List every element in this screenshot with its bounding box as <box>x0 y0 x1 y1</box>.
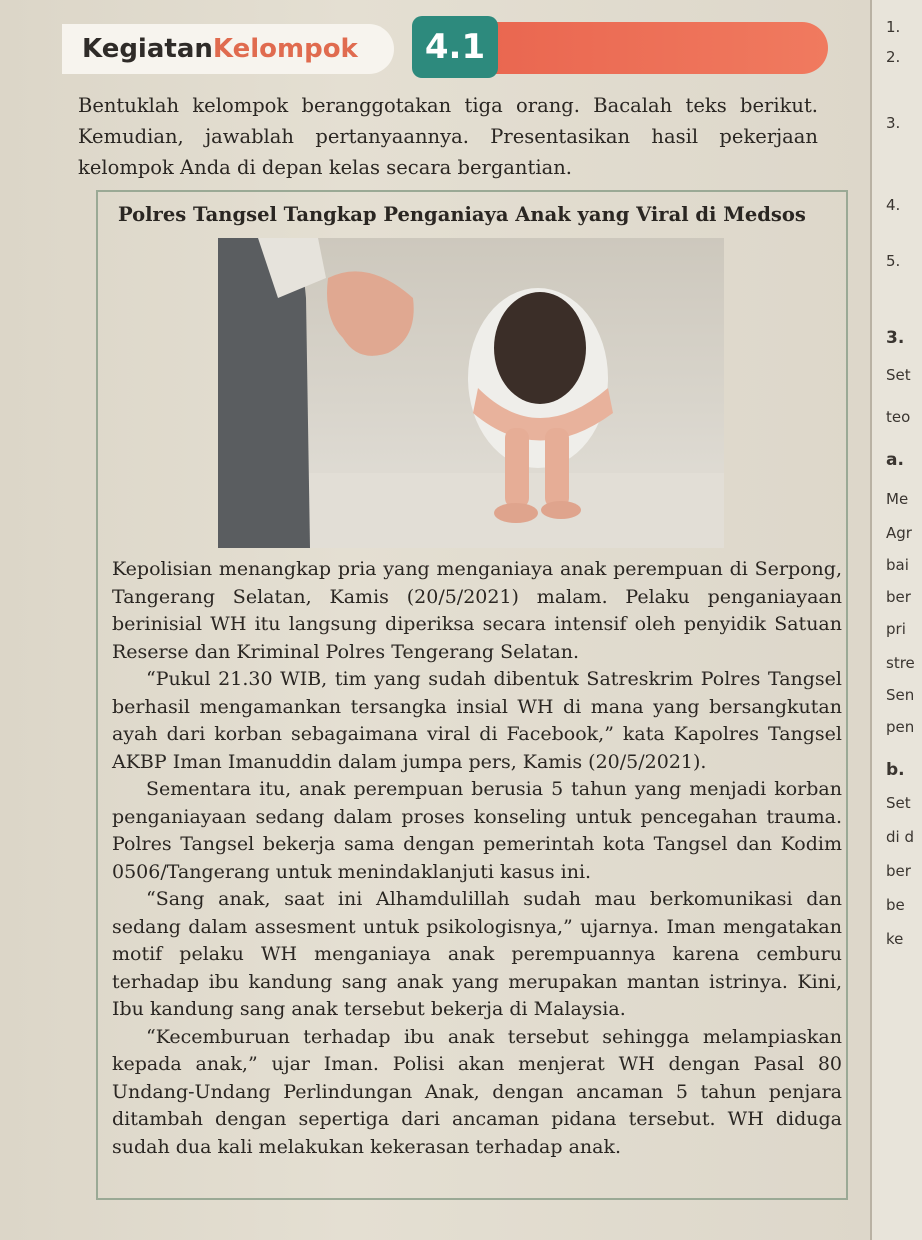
adult-fist <box>327 271 414 356</box>
right-fragment: 3. <box>886 114 901 132</box>
child-leg-right <box>545 428 569 508</box>
right-fragment: 3. <box>886 328 905 348</box>
right-fragment: 4. <box>886 196 901 214</box>
activity-number: 4.1 <box>412 16 498 78</box>
right-fragment: teo <box>886 408 911 426</box>
right-fragment: bai <box>886 556 909 574</box>
right-fragment: Me <box>886 490 909 508</box>
article-body <box>112 556 842 1161</box>
right-fragment: pen <box>886 718 915 736</box>
right-fragment: Set <box>886 794 911 812</box>
article-paragraph-4: “Sang anak, saat ini Alhamdulillah sudah mau berkomunikasi dan sedang dalam assesment untuk psikologisnya,” ujarnya. Iman mengatakan motif pelaku WH menganiaya anak perempuannya karena cemburu terhadap ibu kandung sang anak yang merupakan mantan istrinya. Kini, Ibu kandung sang anak tersebut bekerja di Malaysia. <box>112 888 842 1020</box>
article-paragraph-5: “Kecemburuan terhadap ibu anak tersebut sehingga melampiaskan kepada anak,” ujar Iman. Polisi akan menjerat WH dengan Pasal 80 Undang-Undang Perlindungan Anak, dengan ancaman 5 tahun penjara ditambah dengan sepertiga dari ancaman pidana tersebut. WH diduga sudah dua kali melakukan kekerasan terhadap anak. <box>112 1025 842 1158</box>
right-fragment: pri <box>886 620 906 638</box>
banner-word-kegiatan: Kegiatan <box>82 34 213 64</box>
right-fragment: ber <box>886 862 911 880</box>
activity-banner <box>62 16 828 78</box>
right-page-edge <box>870 0 922 1240</box>
right-fragment: 5. <box>886 252 901 270</box>
child-foot-right <box>541 501 581 519</box>
right-fragment: 2. <box>886 48 901 66</box>
banner-label <box>62 24 394 74</box>
child-leg-left <box>505 428 529 508</box>
article-paragraph-1: Kepolisian menangkap pria yang menganiaya anak perempuan di Serpong, Tangerang Selatan, Kamis (20/5/2021) malam. Pelaku penganiayaan berinisial WH itu langsung diperiksa secara intensif oleh penyidik Satuan Reserse dan Kriminal Polres Tengerang Selatan. <box>112 558 842 663</box>
child-foot-left <box>494 503 538 523</box>
article-title: Polres Tangsel Tangkap Penganiaya Anak yang Viral di Medsos <box>118 203 806 226</box>
right-fragment: b. <box>886 760 905 780</box>
right-fragment: stre <box>886 654 915 672</box>
banner-word-kelompok: Kelompok <box>212 34 358 64</box>
banner-stripe <box>442 22 828 74</box>
article-paragraph-3: Sementara itu, anak perempuan berusia 5 tahun yang menjadi korban penganiayaan sedang dalam proses konseling untuk pencegahan trauma. Polres Tangsel bekerja sama dengan pemerintah kota Tangsel dan Kodim 0506/Tangerang untuk menindaklanjuti kasus ini. <box>112 778 842 883</box>
right-fragment: Sen <box>886 686 915 704</box>
right-fragment: ber <box>886 588 911 606</box>
article-photo <box>218 238 724 548</box>
child-hair <box>494 292 586 404</box>
right-fragment: ke <box>886 930 904 948</box>
right-fragment: di d <box>886 828 914 846</box>
right-fragment: Set <box>886 366 911 384</box>
photo-illustration <box>218 238 724 548</box>
article-paragraph-2: “Pukul 21.30 WIB, tim yang sudah dibentuk Satreskrim Polres Tangsel berhasil mengamankan tersangka insial WH di mana yang bersangkutan ayah dari korban sebagaimana viral di Facebook,” kata Kapolres Tangsel AKBP Iman Imanuddin dalam jumpa pers, Kamis (20/5/2021). <box>112 668 842 773</box>
right-fragment: 1. <box>886 18 901 36</box>
right-fragment: Agr <box>886 524 912 542</box>
instructions: Bentuklah kelompok beranggotakan tiga orang. Bacalah teks berikut. Kemudian, jawablah pertanyaannya. Presentasikan hasil pekerjaan kelompok Anda di depan kelas secara bergantian. <box>78 94 818 179</box>
right-fragment: be <box>886 896 905 914</box>
right-fragment: a. <box>886 450 904 470</box>
